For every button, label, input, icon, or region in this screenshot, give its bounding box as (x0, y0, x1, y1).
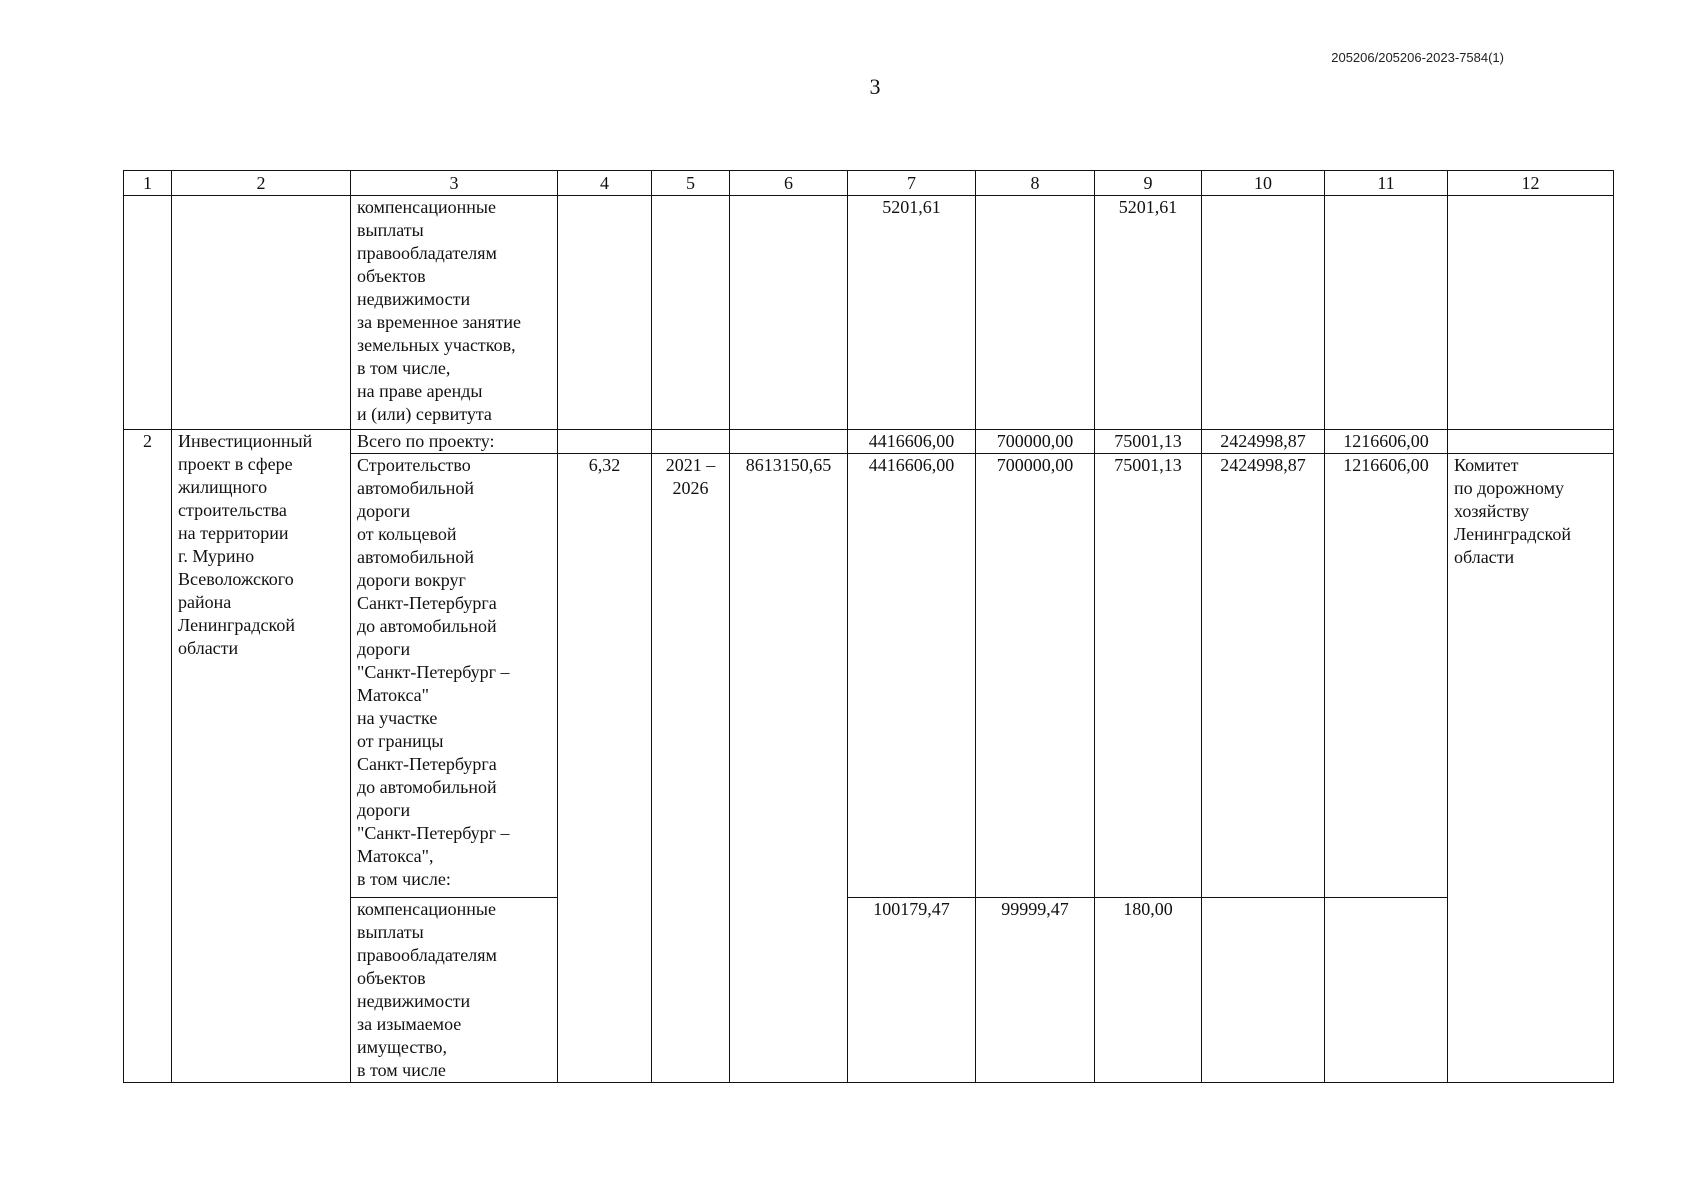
project-name: Инвестиционный проект в сфере жилищного строительства на территории г. Мурино Всеволожского района Ленинградской области (172, 430, 351, 1083)
continuation-col7: 5201,61 (848, 196, 976, 430)
total-col8: 700000,00 (976, 430, 1095, 454)
col-header-2: 2 (172, 171, 351, 196)
table-cell (1448, 196, 1614, 430)
total-col7: 4416606,00 (848, 430, 976, 454)
table-cell (558, 196, 652, 430)
table-cell (652, 430, 730, 454)
table-cell (1202, 196, 1325, 430)
construction-col12: Комитет по дорожному хозяйству Ленинградской области (1448, 454, 1614, 1083)
col-header-3: 3 (351, 171, 558, 196)
continuation-description: компенсационные выплаты правообладателям объектов недвижимости за временное занятие земельных участков, в том числе, на праве аренды и (или) сервитута (351, 196, 558, 430)
table-cell (1325, 196, 1448, 430)
project-number: 2 (124, 430, 172, 1083)
construction-description: Строительство автомобильной дороги от кольцевой автомобильной дороги вокруг Санкт-Петербурга до автомобильной дороги "Санкт-Петербург – Матокса" на участке от границы Санкт-Петербурга до автомобильной дороги "Санкт-Петербург – Матокса", в том числе: (351, 454, 558, 898)
compensation-description: компенсационные выплаты правообладателям объектов недвижимости за изымаемое имущество, в том числе (351, 898, 558, 1083)
col-header-8: 8 (976, 171, 1095, 196)
col-header-1: 1 (124, 171, 172, 196)
construction-col6: 8613150,65 (730, 454, 848, 1083)
col-header-9: 9 (1095, 171, 1202, 196)
continuation-col9: 5201,61 (1095, 196, 1202, 430)
col-header-10: 10 (1202, 171, 1325, 196)
table-cell (558, 430, 652, 454)
construction-col5: 2021 – 2026 (652, 454, 730, 1083)
table-cell (1325, 898, 1448, 1083)
col-header-6: 6 (730, 171, 848, 196)
compensation-col9: 180,00 (1095, 898, 1202, 1083)
column-number-row (124, 171, 1614, 196)
col-header-7: 7 (848, 171, 976, 196)
compensation-col8: 99999,47 (976, 898, 1095, 1083)
col-header-12: 12 (1448, 171, 1614, 196)
total-label: Всего по проекту: (351, 430, 558, 454)
compensation-col7: 100179,47 (848, 898, 976, 1083)
document-id: 205206/205206-2023-7584(1) (1331, 50, 1504, 65)
construction-col9: 75001,13 (1095, 454, 1202, 898)
construction-col10: 2424998,87 (1202, 454, 1325, 898)
table-cell (172, 196, 351, 430)
construction-col4: 6,32 (558, 454, 652, 1083)
table-cell (730, 430, 848, 454)
table-cell (1448, 430, 1614, 454)
col-header-4: 4 (558, 171, 652, 196)
project-total-row (124, 430, 1614, 454)
table-cell (652, 196, 730, 430)
construction-col7: 4416606,00 (848, 454, 976, 898)
total-col9: 75001,13 (1095, 430, 1202, 454)
construction-col8: 700000,00 (976, 454, 1095, 898)
total-col10: 2424998,87 (1202, 430, 1325, 454)
budget-table (123, 170, 1614, 1083)
table-cell (730, 196, 848, 430)
table-cell (1202, 898, 1325, 1083)
construction-col11: 1216606,00 (1325, 454, 1448, 898)
col-header-11: 11 (1325, 171, 1448, 196)
col-header-5: 5 (652, 171, 730, 196)
table-cell (976, 196, 1095, 430)
page-number: 3 (869, 74, 881, 99)
table-cell (124, 196, 172, 430)
total-col11: 1216606,00 (1325, 430, 1448, 454)
table-row (124, 196, 1614, 430)
